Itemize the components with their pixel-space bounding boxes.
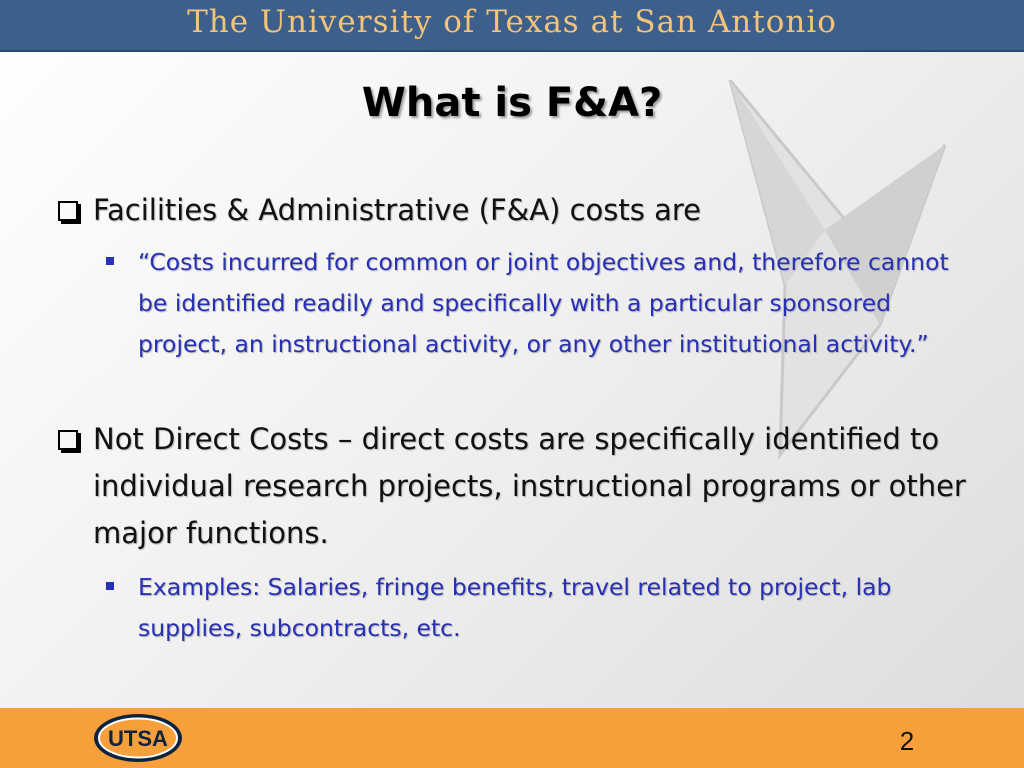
square-bullet-icon bbox=[106, 582, 114, 590]
utsa-logo-icon bbox=[92, 712, 184, 764]
checkbox-bullet-icon bbox=[58, 430, 78, 450]
bullet-not-direct-costs bbox=[58, 416, 983, 557]
bullet-facilities bbox=[58, 187, 983, 234]
subbullet-text: Examples: Salaries, fringe benefits, travel related to project, lab supplies, subcontracts, etc. bbox=[138, 573, 892, 642]
university-name: The University of Texas at San Antonio bbox=[187, 4, 837, 40]
subbullet-definition bbox=[106, 242, 981, 365]
slide-title: What is F&A? bbox=[361, 80, 663, 126]
subbullet-examples bbox=[106, 567, 981, 649]
bullet-text: Not Direct Costs – direct costs are specifically identified to individual research projects, instructional programs or other major functions. bbox=[93, 422, 966, 550]
page-number: 2 bbox=[899, 726, 915, 756]
header-banner bbox=[0, 0, 1024, 52]
checkbox-bullet-icon bbox=[58, 201, 78, 221]
bullet-text: Facilities & Administrative (F&A) costs are bbox=[93, 193, 702, 227]
subbullet-text: “Costs incurred for common or joint objectives and, therefore cannot be identified readily and specifically with a particular sponsored project, an instructional activity, or any other institutional activity.” bbox=[138, 248, 949, 358]
square-bullet-icon bbox=[106, 257, 114, 265]
logo-text: UTSA bbox=[108, 726, 168, 751]
